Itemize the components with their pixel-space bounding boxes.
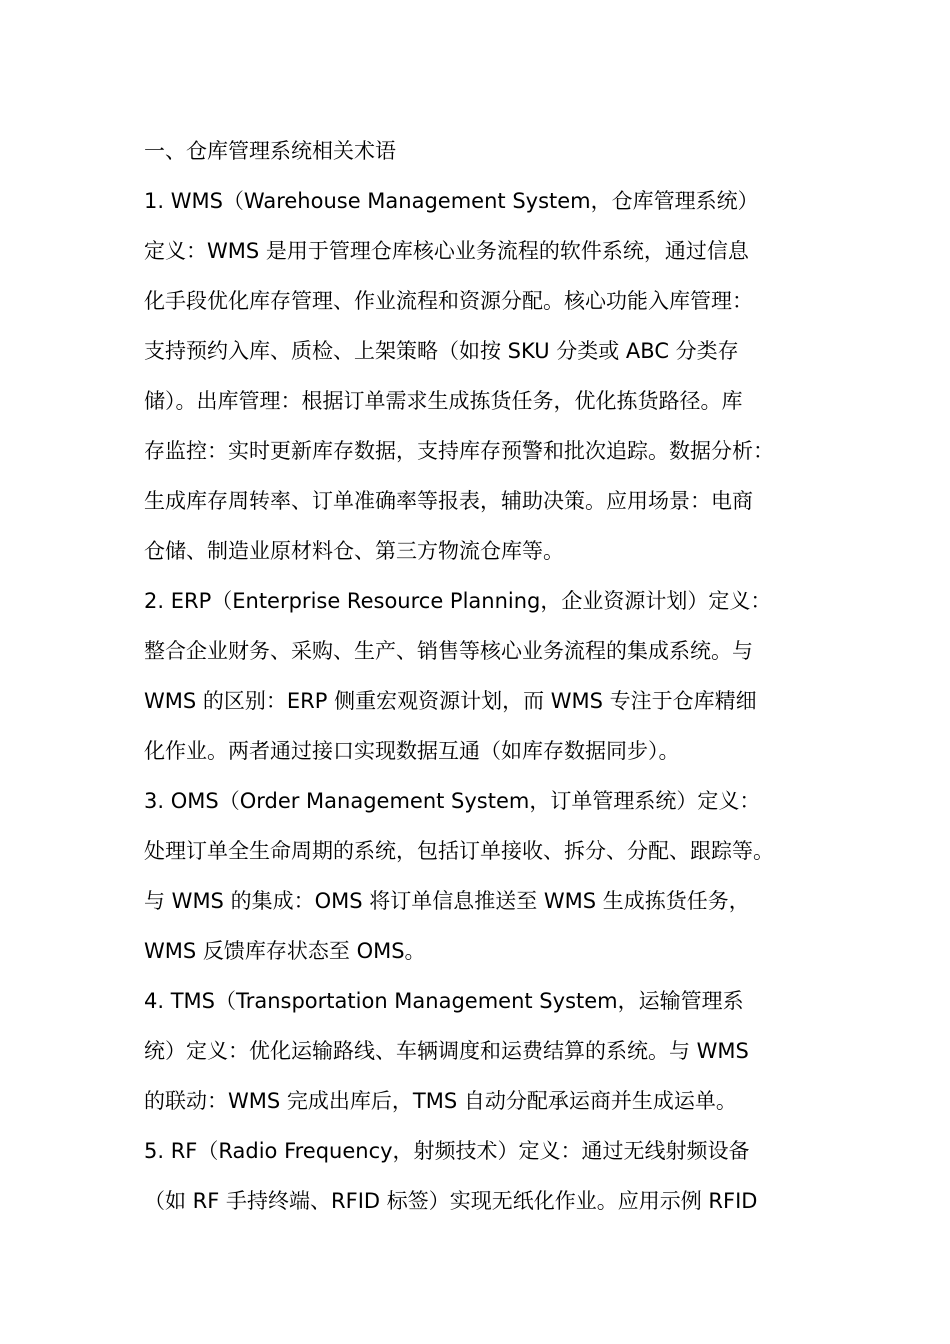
text-line-9: 2. ERP（Enterprise Resource Planning，企业资源计划）定义： xyxy=(144,589,772,613)
text-line-13: 3. OMS（Order Management System，订单管理系统）定义： xyxy=(144,789,761,813)
text-line-18: 统）定义：优化运输路线、车辆调度和运费结算的系统。与 WMS xyxy=(144,1039,749,1063)
text-line-8: 仓储、制造业原材料仓、第三方物流仓库等。 xyxy=(144,539,564,563)
text-line-4: 支持预约入库、质检、上架策略（如按 SKU 分类或 ABC 分类存 xyxy=(144,339,739,363)
text-line-10: 整合企业财务、采购、生产、销售等核心业务流程的集成系统。与 xyxy=(144,639,753,663)
text-line-11: WMS 的区别：ERP 侧重宏观资源计划，而 WMS 专注于仓库精细 xyxy=(144,689,757,713)
text-line-6: 存监控：实时更新库存数据，支持库存预警和批次追踪。数据分析： xyxy=(144,439,774,463)
text-line-1: 1. WMS（Warehouse Management System，仓库管理系统） xyxy=(144,189,759,213)
text-line-3: 化手段优化库存管理、作业流程和资源分配。核心功能入库管理： xyxy=(144,289,753,313)
text-line-15: 与 WMS 的集成：OMS 将订单信息推送至 WMS 生成拣货任务， xyxy=(144,889,750,913)
text-line-7: 生成库存周转率、订单准确率等报表，辅助决策。应用场景：电商 xyxy=(144,489,753,513)
text-line-2: 定义：WMS 是用于管理仓库核心业务流程的软件系统，通过信息 xyxy=(144,239,749,263)
document-body xyxy=(144,126,818,1226)
text-line-20: 5. RF（Radio Frequency，射频技术）定义：通过无线射频设备 xyxy=(144,1139,750,1163)
text-line-19: 的联动：WMS 完成出库后，TMS 自动分配承运商并生成运单。 xyxy=(144,1089,737,1113)
text-line-14: 处理订单全生命周期的系统，包括订单接收、拆分、分配、跟踪等。 xyxy=(144,839,774,863)
text-line-12: 化作业。两者通过接口实现数据互通（如库存数据同步）。 xyxy=(144,739,680,763)
section-heading: 一、仓库管理系统相关术语 xyxy=(144,139,396,163)
text-line-16: WMS 反馈库存状态至 OMS。 xyxy=(144,939,426,963)
text-line-21: （如 RF 手持终端、RFID 标签）实现无纸化作业。应用示例 RFID xyxy=(144,1189,758,1213)
text-line-17: 4. TMS（Transportation Management System，运输管理系 xyxy=(144,989,744,1013)
text-line-5: 储）。出库管理：根据订单需求生成拣货任务，优化拣货路径。库 xyxy=(144,389,743,413)
